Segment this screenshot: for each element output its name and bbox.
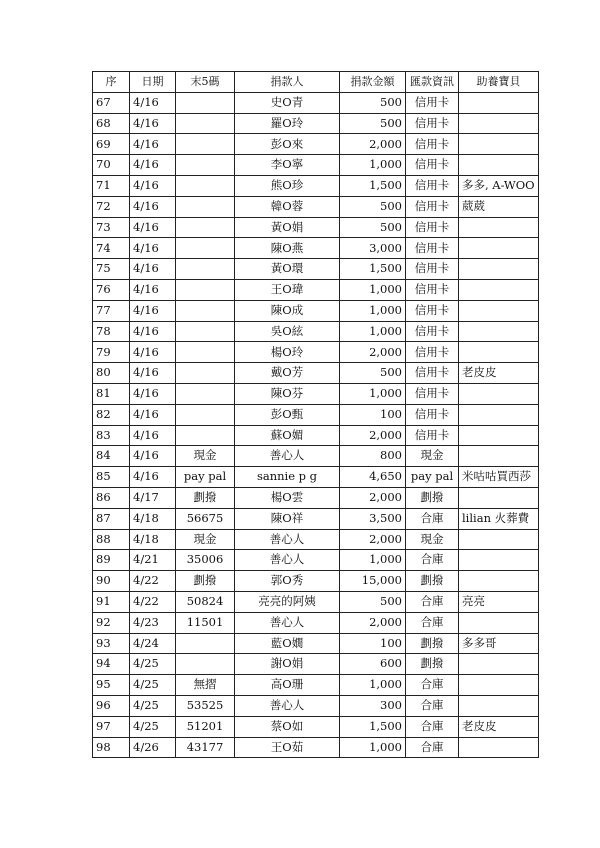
cell-seq: 69 xyxy=(93,134,130,155)
cell-method: 合庫 xyxy=(406,716,459,737)
cell-sponsor xyxy=(459,404,539,425)
cell-method: 合庫 xyxy=(406,675,459,696)
cell-seq: 97 xyxy=(93,716,130,737)
cell-seq: 76 xyxy=(93,279,130,300)
table-row xyxy=(93,383,539,404)
cell-last5 xyxy=(176,300,235,321)
cell-amount: 500 xyxy=(340,92,406,113)
cell-sponsor xyxy=(459,238,539,259)
cell-date: 4/16 xyxy=(130,113,176,134)
cell-date: 4/18 xyxy=(130,508,176,529)
cell-donor: 亮亮的阿姨 xyxy=(235,591,340,612)
cell-amount: 100 xyxy=(340,404,406,425)
cell-date: 4/16 xyxy=(130,467,176,488)
cell-amount: 500 xyxy=(340,113,406,134)
cell-sponsor: 亮亮 xyxy=(459,591,539,612)
cell-last5 xyxy=(176,217,235,238)
table-row xyxy=(93,508,539,529)
cell-sponsor xyxy=(459,300,539,321)
cell-amount: 100 xyxy=(340,633,406,654)
cell-donor: 陳O燕 xyxy=(235,238,340,259)
cell-date: 4/16 xyxy=(130,259,176,280)
col-header-donor: 捐款人 xyxy=(235,72,340,93)
table-row xyxy=(93,716,539,737)
cell-last5 xyxy=(176,238,235,259)
cell-method: 劃撥 xyxy=(406,654,459,675)
cell-donor: 高O珊 xyxy=(235,675,340,696)
cell-date: 4/18 xyxy=(130,529,176,550)
cell-method: 信用卡 xyxy=(406,134,459,155)
col-header-amount: 捐款金額 xyxy=(340,72,406,93)
cell-method: 信用卡 xyxy=(406,175,459,196)
cell-method: 信用卡 xyxy=(406,425,459,446)
cell-amount: 500 xyxy=(340,217,406,238)
table-row xyxy=(93,155,539,176)
cell-amount: 1,000 xyxy=(340,675,406,696)
cell-donor: 史O青 xyxy=(235,92,340,113)
cell-sponsor: 米咕咕買西莎 xyxy=(459,467,539,488)
cell-last5 xyxy=(176,113,235,134)
cell-method: 信用卡 xyxy=(406,363,459,384)
cell-sponsor xyxy=(459,737,539,758)
cell-last5: 51201 xyxy=(176,716,235,737)
cell-sponsor: lilian 火葬費 xyxy=(459,508,539,529)
cell-seq: 68 xyxy=(93,113,130,134)
cell-sponsor xyxy=(459,654,539,675)
cell-donor: 戴O芳 xyxy=(235,363,340,384)
cell-amount: 2,000 xyxy=(340,612,406,633)
cell-date: 4/23 xyxy=(130,612,176,633)
cell-donor: sannie p g xyxy=(235,467,340,488)
cell-seq: 95 xyxy=(93,675,130,696)
cell-last5: 35006 xyxy=(176,550,235,571)
cell-seq: 75 xyxy=(93,259,130,280)
cell-amount: 1,000 xyxy=(340,155,406,176)
cell-seq: 86 xyxy=(93,487,130,508)
cell-donor: 楊O雲 xyxy=(235,487,340,508)
cell-amount: 2,000 xyxy=(340,529,406,550)
cell-method: 信用卡 xyxy=(406,383,459,404)
cell-seq: 78 xyxy=(93,321,130,342)
cell-seq: 77 xyxy=(93,300,130,321)
cell-last5 xyxy=(176,134,235,155)
cell-last5: 劃撥 xyxy=(176,571,235,592)
cell-sponsor xyxy=(459,446,539,467)
table-row xyxy=(93,175,539,196)
cell-method: 信用卡 xyxy=(406,342,459,363)
cell-seq: 91 xyxy=(93,591,130,612)
cell-seq: 92 xyxy=(93,612,130,633)
cell-sponsor xyxy=(459,113,539,134)
cell-last5: 11501 xyxy=(176,612,235,633)
cell-date: 4/16 xyxy=(130,279,176,300)
cell-last5: 現金 xyxy=(176,446,235,467)
cell-date: 4/22 xyxy=(130,571,176,592)
cell-method: 信用卡 xyxy=(406,259,459,280)
cell-donor: 王O茹 xyxy=(235,737,340,758)
cell-date: 4/16 xyxy=(130,155,176,176)
table-row xyxy=(93,571,539,592)
cell-donor: 彭O來 xyxy=(235,134,340,155)
table-row xyxy=(93,134,539,155)
cell-sponsor xyxy=(459,155,539,176)
cell-last5: pay pal xyxy=(176,467,235,488)
cell-method: 劃撥 xyxy=(406,487,459,508)
cell-donor: 善心人 xyxy=(235,612,340,633)
table-row xyxy=(93,404,539,425)
cell-sponsor: 老皮皮 xyxy=(459,363,539,384)
cell-date: 4/25 xyxy=(130,695,176,716)
cell-sponsor xyxy=(459,612,539,633)
table-row xyxy=(93,633,539,654)
cell-date: 4/25 xyxy=(130,716,176,737)
cell-donor: 善心人 xyxy=(235,695,340,716)
table-row xyxy=(93,321,539,342)
cell-date: 4/21 xyxy=(130,550,176,571)
cell-date: 4/25 xyxy=(130,654,176,675)
cell-donor: 王O瑋 xyxy=(235,279,340,300)
cell-method: 信用卡 xyxy=(406,196,459,217)
table-row xyxy=(93,300,539,321)
cell-amount: 2,000 xyxy=(340,342,406,363)
table-row xyxy=(93,279,539,300)
cell-date: 4/16 xyxy=(130,425,176,446)
cell-sponsor xyxy=(459,342,539,363)
cell-amount: 500 xyxy=(340,363,406,384)
cell-method: pay pal xyxy=(406,467,459,488)
cell-donor: 彭O甄 xyxy=(235,404,340,425)
cell-sponsor xyxy=(459,571,539,592)
cell-amount: 1,500 xyxy=(340,259,406,280)
cell-method: 現金 xyxy=(406,446,459,467)
cell-date: 4/16 xyxy=(130,363,176,384)
cell-sponsor: 多多, A-WOO xyxy=(459,175,539,196)
table-row xyxy=(93,737,539,758)
cell-date: 4/22 xyxy=(130,591,176,612)
cell-amount: 1,000 xyxy=(340,550,406,571)
cell-method: 信用卡 xyxy=(406,238,459,259)
col-header-method: 匯款資訊 xyxy=(406,72,459,93)
cell-method: 現金 xyxy=(406,529,459,550)
col-header-seq: 序 xyxy=(93,72,130,93)
cell-amount: 2,000 xyxy=(340,134,406,155)
cell-sponsor xyxy=(459,487,539,508)
cell-last5: 現金 xyxy=(176,529,235,550)
cell-date: 4/16 xyxy=(130,175,176,196)
cell-method: 劃撥 xyxy=(406,633,459,654)
cell-method: 合庫 xyxy=(406,695,459,716)
cell-sponsor xyxy=(459,529,539,550)
cell-method: 信用卡 xyxy=(406,92,459,113)
cell-seq: 85 xyxy=(93,467,130,488)
table-row xyxy=(93,467,539,488)
cell-amount: 2,000 xyxy=(340,425,406,446)
cell-donor: 善心人 xyxy=(235,529,340,550)
table-row xyxy=(93,342,539,363)
table-row xyxy=(93,363,539,384)
cell-last5 xyxy=(176,321,235,342)
cell-last5 xyxy=(176,279,235,300)
cell-date: 4/16 xyxy=(130,134,176,155)
table-row xyxy=(93,487,539,508)
cell-seq: 96 xyxy=(93,695,130,716)
cell-method: 合庫 xyxy=(406,550,459,571)
cell-amount: 1,500 xyxy=(340,175,406,196)
cell-date: 4/16 xyxy=(130,92,176,113)
cell-date: 4/16 xyxy=(130,383,176,404)
cell-method: 信用卡 xyxy=(406,321,459,342)
cell-amount: 4,650 xyxy=(340,467,406,488)
cell-method: 合庫 xyxy=(406,737,459,758)
table-row xyxy=(93,217,539,238)
cell-date: 4/16 xyxy=(130,342,176,363)
table-body xyxy=(93,92,539,758)
cell-amount: 1,000 xyxy=(340,737,406,758)
cell-amount: 800 xyxy=(340,446,406,467)
cell-amount: 1,500 xyxy=(340,716,406,737)
cell-amount: 3,000 xyxy=(340,238,406,259)
cell-sponsor: 多多哥 xyxy=(459,633,539,654)
cell-last5 xyxy=(176,92,235,113)
col-header-last5: 末5碼 xyxy=(176,72,235,93)
cell-last5 xyxy=(176,633,235,654)
cell-date: 4/16 xyxy=(130,238,176,259)
cell-last5: 56675 xyxy=(176,508,235,529)
cell-date: 4/16 xyxy=(130,217,176,238)
cell-date: 4/25 xyxy=(130,675,176,696)
cell-method: 合庫 xyxy=(406,612,459,633)
cell-donor: 蘇O媚 xyxy=(235,425,340,446)
cell-method: 信用卡 xyxy=(406,113,459,134)
cell-donor: 郭O秀 xyxy=(235,571,340,592)
cell-amount: 300 xyxy=(340,695,406,716)
cell-method: 信用卡 xyxy=(406,279,459,300)
cell-last5 xyxy=(176,342,235,363)
cell-sponsor xyxy=(459,425,539,446)
cell-amount: 1,000 xyxy=(340,279,406,300)
cell-seq: 90 xyxy=(93,571,130,592)
cell-seq: 94 xyxy=(93,654,130,675)
cell-last5 xyxy=(176,175,235,196)
cell-sponsor xyxy=(459,259,539,280)
cell-donor: 謝O娟 xyxy=(235,654,340,675)
cell-last5 xyxy=(176,654,235,675)
cell-sponsor xyxy=(459,217,539,238)
table-header-row xyxy=(93,72,539,93)
cell-date: 4/26 xyxy=(130,737,176,758)
cell-last5 xyxy=(176,259,235,280)
table-row xyxy=(93,695,539,716)
cell-amount: 500 xyxy=(340,591,406,612)
cell-seq: 82 xyxy=(93,404,130,425)
cell-amount: 1,000 xyxy=(340,300,406,321)
cell-method: 合庫 xyxy=(406,591,459,612)
cell-seq: 74 xyxy=(93,238,130,259)
cell-sponsor xyxy=(459,92,539,113)
cell-last5 xyxy=(176,383,235,404)
cell-sponsor xyxy=(459,321,539,342)
cell-sponsor xyxy=(459,695,539,716)
col-header-date: 日期 xyxy=(130,72,176,93)
cell-donor: 熊O珍 xyxy=(235,175,340,196)
cell-donor: 吳O絃 xyxy=(235,321,340,342)
table-row xyxy=(93,612,539,633)
cell-method: 信用卡 xyxy=(406,300,459,321)
cell-date: 4/16 xyxy=(130,321,176,342)
cell-sponsor xyxy=(459,134,539,155)
table-row xyxy=(93,92,539,113)
cell-donor: 羅O玲 xyxy=(235,113,340,134)
cell-donor: 李O寧 xyxy=(235,155,340,176)
cell-amount: 500 xyxy=(340,196,406,217)
table-row xyxy=(93,654,539,675)
cell-last5: 43177 xyxy=(176,737,235,758)
cell-seq: 88 xyxy=(93,529,130,550)
cell-seq: 89 xyxy=(93,550,130,571)
cell-method: 信用卡 xyxy=(406,217,459,238)
cell-sponsor xyxy=(459,279,539,300)
cell-date: 4/16 xyxy=(130,196,176,217)
cell-date: 4/24 xyxy=(130,633,176,654)
cell-amount: 600 xyxy=(340,654,406,675)
cell-date: 4/17 xyxy=(130,487,176,508)
table-row xyxy=(93,529,539,550)
cell-sponsor xyxy=(459,675,539,696)
table-row xyxy=(93,591,539,612)
cell-method: 劃撥 xyxy=(406,571,459,592)
col-header-sponsor: 助養寶貝 xyxy=(459,72,539,93)
cell-donor: 陳O祥 xyxy=(235,508,340,529)
cell-donor: 藍O嫺 xyxy=(235,633,340,654)
cell-last5 xyxy=(176,404,235,425)
cell-amount: 2,000 xyxy=(340,487,406,508)
table-row xyxy=(93,675,539,696)
cell-seq: 71 xyxy=(93,175,130,196)
cell-seq: 93 xyxy=(93,633,130,654)
cell-method: 合庫 xyxy=(406,508,459,529)
cell-last5 xyxy=(176,425,235,446)
cell-sponsor xyxy=(459,550,539,571)
donation-table xyxy=(92,71,539,758)
cell-seq: 73 xyxy=(93,217,130,238)
cell-date: 4/16 xyxy=(130,300,176,321)
cell-sponsor xyxy=(459,383,539,404)
cell-sponsor: 老皮皮 xyxy=(459,716,539,737)
cell-seq: 87 xyxy=(93,508,130,529)
table-row xyxy=(93,196,539,217)
cell-seq: 70 xyxy=(93,155,130,176)
cell-amount: 1,000 xyxy=(340,383,406,404)
cell-donor: 善心人 xyxy=(235,446,340,467)
cell-last5: 劃撥 xyxy=(176,487,235,508)
cell-seq: 72 xyxy=(93,196,130,217)
cell-method: 信用卡 xyxy=(406,404,459,425)
table-row xyxy=(93,550,539,571)
cell-seq: 81 xyxy=(93,383,130,404)
table-row xyxy=(93,113,539,134)
cell-donor: 陳O成 xyxy=(235,300,340,321)
cell-donor: 韓O蓉 xyxy=(235,196,340,217)
table-row xyxy=(93,259,539,280)
cell-date: 4/16 xyxy=(130,404,176,425)
table-row xyxy=(93,425,539,446)
cell-method: 信用卡 xyxy=(406,155,459,176)
cell-donor: 黃O環 xyxy=(235,259,340,280)
cell-last5: 50824 xyxy=(176,591,235,612)
cell-donor: 陳O芬 xyxy=(235,383,340,404)
cell-donor: 善心人 xyxy=(235,550,340,571)
table-row xyxy=(93,238,539,259)
cell-amount: 15,000 xyxy=(340,571,406,592)
cell-seq: 80 xyxy=(93,363,130,384)
cell-donor: 黃O娟 xyxy=(235,217,340,238)
cell-seq: 84 xyxy=(93,446,130,467)
cell-sponsor: 葳葳 xyxy=(459,196,539,217)
cell-last5 xyxy=(176,155,235,176)
cell-seq: 67 xyxy=(93,92,130,113)
cell-last5: 53525 xyxy=(176,695,235,716)
cell-last5: 無摺 xyxy=(176,675,235,696)
cell-donor: 蔡O如 xyxy=(235,716,340,737)
cell-donor: 楊O玲 xyxy=(235,342,340,363)
cell-last5 xyxy=(176,196,235,217)
cell-seq: 98 xyxy=(93,737,130,758)
cell-seq: 83 xyxy=(93,425,130,446)
cell-last5 xyxy=(176,363,235,384)
cell-amount: 1,000 xyxy=(340,321,406,342)
cell-amount: 3,500 xyxy=(340,508,406,529)
cell-date: 4/16 xyxy=(130,446,176,467)
table-row xyxy=(93,446,539,467)
cell-seq: 79 xyxy=(93,342,130,363)
